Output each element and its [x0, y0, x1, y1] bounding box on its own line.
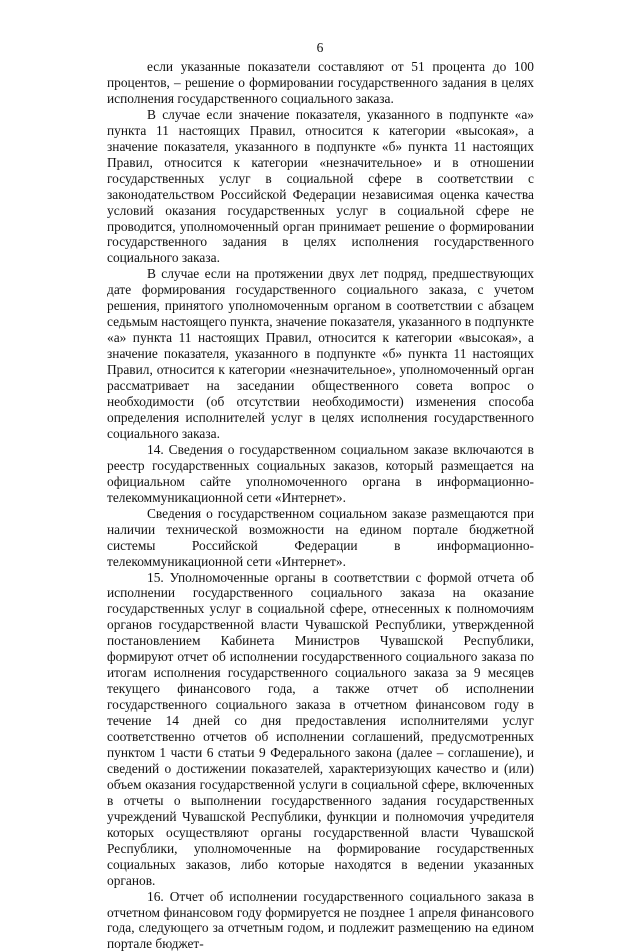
page-number: 6: [316, 40, 324, 55]
paragraph-4: 14. Сведения о государственном социальном заказе включаются в реестр государственных социальных заказов, который размещается на официальном сайте уполномоченного органа в информационно-телекоммуникационной сети «Интернет».: [107, 441, 534, 505]
paragraph-5: Сведения о государственном социальном заказе размещаются при наличии технической возможности на едином портале бюджетной системы Российской Федерации в информационно-телекоммуникационной сети «Интернет».: [107, 505, 534, 569]
paragraph-3: В случае если на протяжении двух лет подряд, предшествующих дате формирования государственного социального заказа, с учетом решения, принятого уполномоченным органом в соответствии с абзацем седьмым настоящего пункта, значение показателя, указанного в подпункте «а» пункта 11 настоящих Правил, относится к категории «высокая», а значение показателя, указанного в подпункте «б» пункта 11 настоящих Правил, относится к категории «незначительное», уполномоченный орган рассматривает на заседании общественного совета вопрос о необходимости (об отсутствии необходимости) изменения способа определения исполнителей услуг в целях исполнения государственного социального заказа.: [107, 266, 534, 441]
paragraph-7: 16. Отчет об исполнении государственного социального заказа в отчетном финансовом году формируется не позднее 1 апреля финансового года, следующего за отчетным годом, и подлежит размещению на едином портале бюджет-: [107, 888, 534, 952]
paragraph-6: 15. Уполномоченные органы в соответствии с формой отчета об исполнении государственного социального заказа на оказание государственных услуг в социальной сфере, отнесенных к полномочиям органов государственной власти Чувашской Республики, утвержденной постановлением Кабинета Министров Чувашской Республики, формируют отчет об исполнении государственного социального заказа по итогам исполнения государственного социального заказа за 9 месяцев текущего финансового года, а также отчет об исполнении государственного социального заказа в отчетном финансовом году в течение 14 дней со дня предоставления исполнителями услуг соответственно отчетов об исполнении соглашений, предусмотренных пунктом 1 части 6 статьи 9 Федерального закона (далее – соглашение), и сведений о достижении показателей, характеризующих качество и (или) объем оказания государственной услуги в социальной сфере, включенных в отчеты о выполнении государственного задания государственных учреждений Чувашской Республики, функции и полномочия учредителя которых осуществляют органы государственной власти Чувашской Республики, уполномоченные на формирование государственных социальных заказов, либо которые находятся в ведении указанных органов.: [107, 569, 534, 888]
paragraph-1: если указанные показатели составляют от 51 процента до 100 процентов, – решение о формировании государственного задания в целях исполнения государственного социального заказа.: [107, 59, 534, 106]
paragraph-2: В случае если значение показателя, указанного в подпункте «а» пункта 11 настоящих Правил, относится к категории «высокая», а значение показателя, указанного в подпункте «б» пункта 11 настоящих Правил, относится к категории «незначительное» и в отношении государственных услуг в социальной сфере в соответствии с законодательством Российской Федерации независимая оценка качества условий оказания государственных услуг в социальной сфере не проводится, уполномоченный орган принимает решение о формировании государственного задания в целях исполнения государственного социального заказа.: [107, 106, 534, 266]
document-body: [107, 59, 534, 952]
